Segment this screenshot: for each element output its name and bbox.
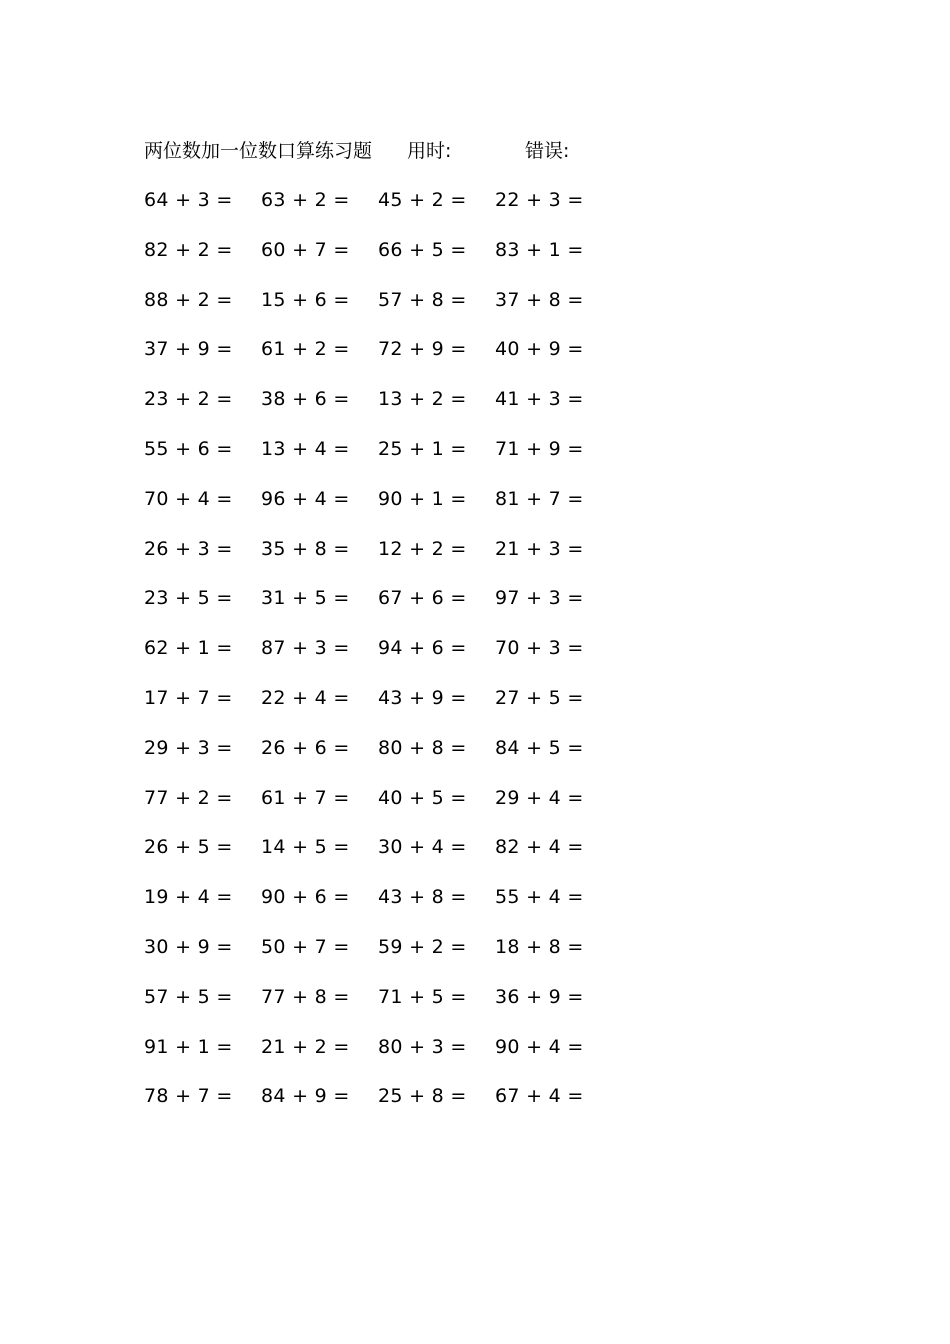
problem-item: 50 + 7 =: [261, 935, 350, 958]
problem-item: 78 + 7 =: [144, 1085, 233, 1108]
problem-item: 62 + 1 =: [144, 637, 233, 660]
problem-item: 37 + 9 =: [144, 338, 233, 361]
problem-item: 13 + 2 =: [378, 388, 467, 411]
problem-item: 22 + 4 =: [261, 686, 350, 709]
problem-item: 45 + 2 =: [378, 189, 467, 211]
problem-item: 19 + 4 =: [144, 886, 233, 909]
problem-item: 26 + 5 =: [144, 836, 233, 859]
problem-item: 90 + 4 =: [495, 1035, 584, 1058]
problem-item: 29 + 3 =: [144, 736, 233, 759]
problem-item: 43 + 8 =: [378, 886, 467, 909]
problem-item: 77 + 2 =: [144, 786, 233, 809]
problem-row: [144, 983, 604, 1033]
problem-item: 61 + 7 =: [261, 786, 350, 809]
problem-row: [144, 1033, 604, 1083]
problem-item: 63 + 2 =: [261, 189, 350, 211]
problem-row: [144, 933, 604, 983]
problem-item: 80 + 3 =: [378, 1035, 467, 1058]
worksheet-title: 两位数加一位数口算练习题: [144, 140, 373, 162]
problem-item: 82 + 4 =: [495, 836, 584, 859]
problem-item: 87 + 3 =: [261, 637, 350, 660]
problem-item: 90 + 6 =: [261, 886, 350, 909]
problem-item: 94 + 6 =: [378, 637, 467, 660]
problem-item: 82 + 2 =: [144, 238, 233, 261]
problem-item: 23 + 2 =: [144, 388, 233, 411]
problem-item: 70 + 3 =: [495, 637, 584, 660]
problem-item: 40 + 5 =: [378, 786, 467, 809]
problem-item: 90 + 1 =: [378, 487, 467, 510]
problem-item: 71 + 9 =: [495, 437, 584, 460]
problem-item: 80 + 8 =: [378, 736, 467, 759]
problem-item: 71 + 5 =: [378, 985, 467, 1008]
problem-row: [144, 684, 604, 734]
problem-item: 57 + 5 =: [144, 985, 233, 1008]
problem-item: 59 + 2 =: [378, 935, 467, 958]
problem-row: [144, 883, 604, 933]
problem-item: 96 + 4 =: [261, 487, 350, 510]
problem-row: [144, 335, 604, 385]
problem-item: 27 + 5 =: [495, 686, 584, 709]
problem-item: 26 + 3 =: [144, 537, 233, 560]
error-label: 错误:: [525, 140, 570, 162]
problem-item: 36 + 9 =: [495, 985, 584, 1008]
problem-item: 41 + 3 =: [495, 388, 584, 411]
problem-row: [144, 435, 604, 485]
problem-item: 25 + 1 =: [378, 437, 467, 460]
problem-item: 60 + 7 =: [261, 238, 350, 261]
problem-item: 14 + 5 =: [261, 836, 350, 859]
problem-item: 38 + 6 =: [261, 388, 350, 411]
problem-item: 81 + 7 =: [495, 487, 584, 510]
problem-item: 25 + 8 =: [378, 1085, 467, 1108]
problem-item: 67 + 6 =: [378, 587, 467, 610]
problem-item: 66 + 5 =: [378, 238, 467, 261]
problem-item: 31 + 5 =: [261, 587, 350, 610]
problem-row: [144, 385, 604, 435]
problem-item: 55 + 4 =: [495, 886, 584, 909]
problem-item: 40 + 9 =: [495, 338, 584, 361]
problem-row: [144, 584, 604, 634]
problem-row: [144, 784, 604, 834]
problem-row: [144, 634, 604, 684]
problem-item: 30 + 4 =: [378, 836, 467, 859]
problem-item: 13 + 4 =: [261, 437, 350, 460]
problem-item: 30 + 9 =: [144, 935, 233, 958]
problem-row: [144, 535, 604, 585]
problem-item: 29 + 4 =: [495, 786, 584, 809]
problem-item: 18 + 8 =: [495, 935, 584, 958]
problem-item: 21 + 2 =: [261, 1035, 350, 1058]
problem-item: 77 + 8 =: [261, 985, 350, 1008]
problem-item: 23 + 5 =: [144, 587, 233, 610]
problem-item: 70 + 4 =: [144, 487, 233, 510]
problem-row: [144, 286, 604, 336]
problem-item: 43 + 9 =: [378, 686, 467, 709]
problem-item: 26 + 6 =: [261, 736, 350, 759]
problem-item: 12 + 2 =: [378, 537, 467, 560]
problem-item: 61 + 2 =: [261, 338, 350, 361]
problem-row: [144, 186, 604, 236]
problem-item: 35 + 8 =: [261, 537, 350, 560]
problem-item: 37 + 8 =: [495, 288, 584, 311]
problem-row: [144, 485, 604, 535]
problem-grid: [144, 186, 604, 1132]
problem-item: 67 + 4 =: [495, 1085, 584, 1108]
problem-item: 64 + 3 =: [144, 189, 233, 211]
time-label: 用时:: [407, 140, 452, 162]
problem-item: 22 + 3 =: [495, 189, 584, 211]
problem-item: 97 + 3 =: [495, 587, 584, 610]
problem-row: [144, 236, 604, 286]
problem-row: [144, 833, 604, 883]
problem-item: 55 + 6 =: [144, 437, 233, 460]
problem-item: 72 + 9 =: [378, 338, 467, 361]
problem-item: 83 + 1 =: [495, 238, 584, 261]
problem-item: 84 + 5 =: [495, 736, 584, 759]
problem-item: 57 + 8 =: [378, 288, 467, 311]
problem-item: 88 + 2 =: [144, 288, 233, 311]
problem-row: [144, 734, 604, 784]
problem-item: 21 + 3 =: [495, 537, 584, 560]
problem-item: 84 + 9 =: [261, 1085, 350, 1108]
problem-item: 17 + 7 =: [144, 686, 233, 709]
problem-row: [144, 1082, 604, 1132]
problem-item: 91 + 1 =: [144, 1035, 233, 1058]
problem-item: 15 + 6 =: [261, 288, 350, 311]
